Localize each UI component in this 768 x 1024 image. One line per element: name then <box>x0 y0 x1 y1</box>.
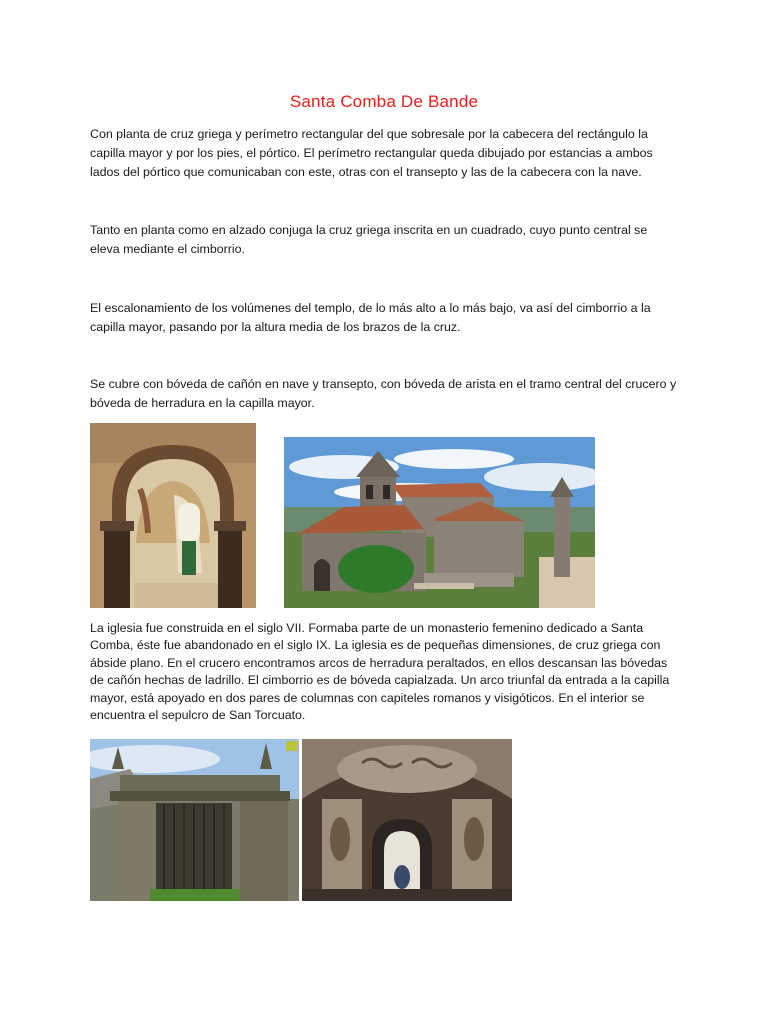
portico-gate-photo <box>90 739 299 901</box>
paragraph-elevation: Tanto en planta como en alzado conjuga la cruz griega inscrita en un cuadrado, cuyo punto central se eleva mediante el cimborrio. <box>90 223 648 256</box>
document-title: Santa Comba De Bande <box>289 92 479 111</box>
paragraph-vaults: Se cubre con bóveda de cañón en nave y transepto, con bóveda de arista en el tramo central del crucero y bóveda de herradura en la capilla mayor. <box>90 377 677 410</box>
paragraph-volumes: El escalonamiento de los volúmenes del templo, de lo más alto a lo más bajo, va así del cimborrio a la capilla mayor, pasando por la altura media de los brazos de la cruz. <box>90 301 651 334</box>
church-exterior-photo <box>284 437 595 608</box>
paragraph-history: La iglesia fue construida en el siglo VII. Formaba parte de un monasterio femenino dedicado a Santa Comba, éste fue abandonado en el siglo IX. La iglesia es de pequeñas dimensiones, de cruz griega con ábside plano. En el crucero encontramos arcos de herradura peraltados, en ellos descansan las bóvedas de cañón hechas de ladrillo. El cimborrio es de bóveda capialzada. Un arco triunfal da entrada a la capilla mayor, está apoyado en dos pares de columnas con capiteles romanos y visigóticos. En el interior se encuentra el sepulcro de San Torcuato. <box>90 621 670 723</box>
interior-arch-photo <box>90 423 256 608</box>
paragraph-plan: Con planta de cruz griega y perímetro rectangular del que sobresale por la cabecera del rectángulo la capilla mayor y por los pies, el pórtico. El perímetro rectangular queda dibujado por estancias a ambos lados del pórtico que comunicaban con este, otras con el transepto y las de la cabecera con la nave. <box>90 127 653 179</box>
painted-vault-photo <box>302 739 512 901</box>
